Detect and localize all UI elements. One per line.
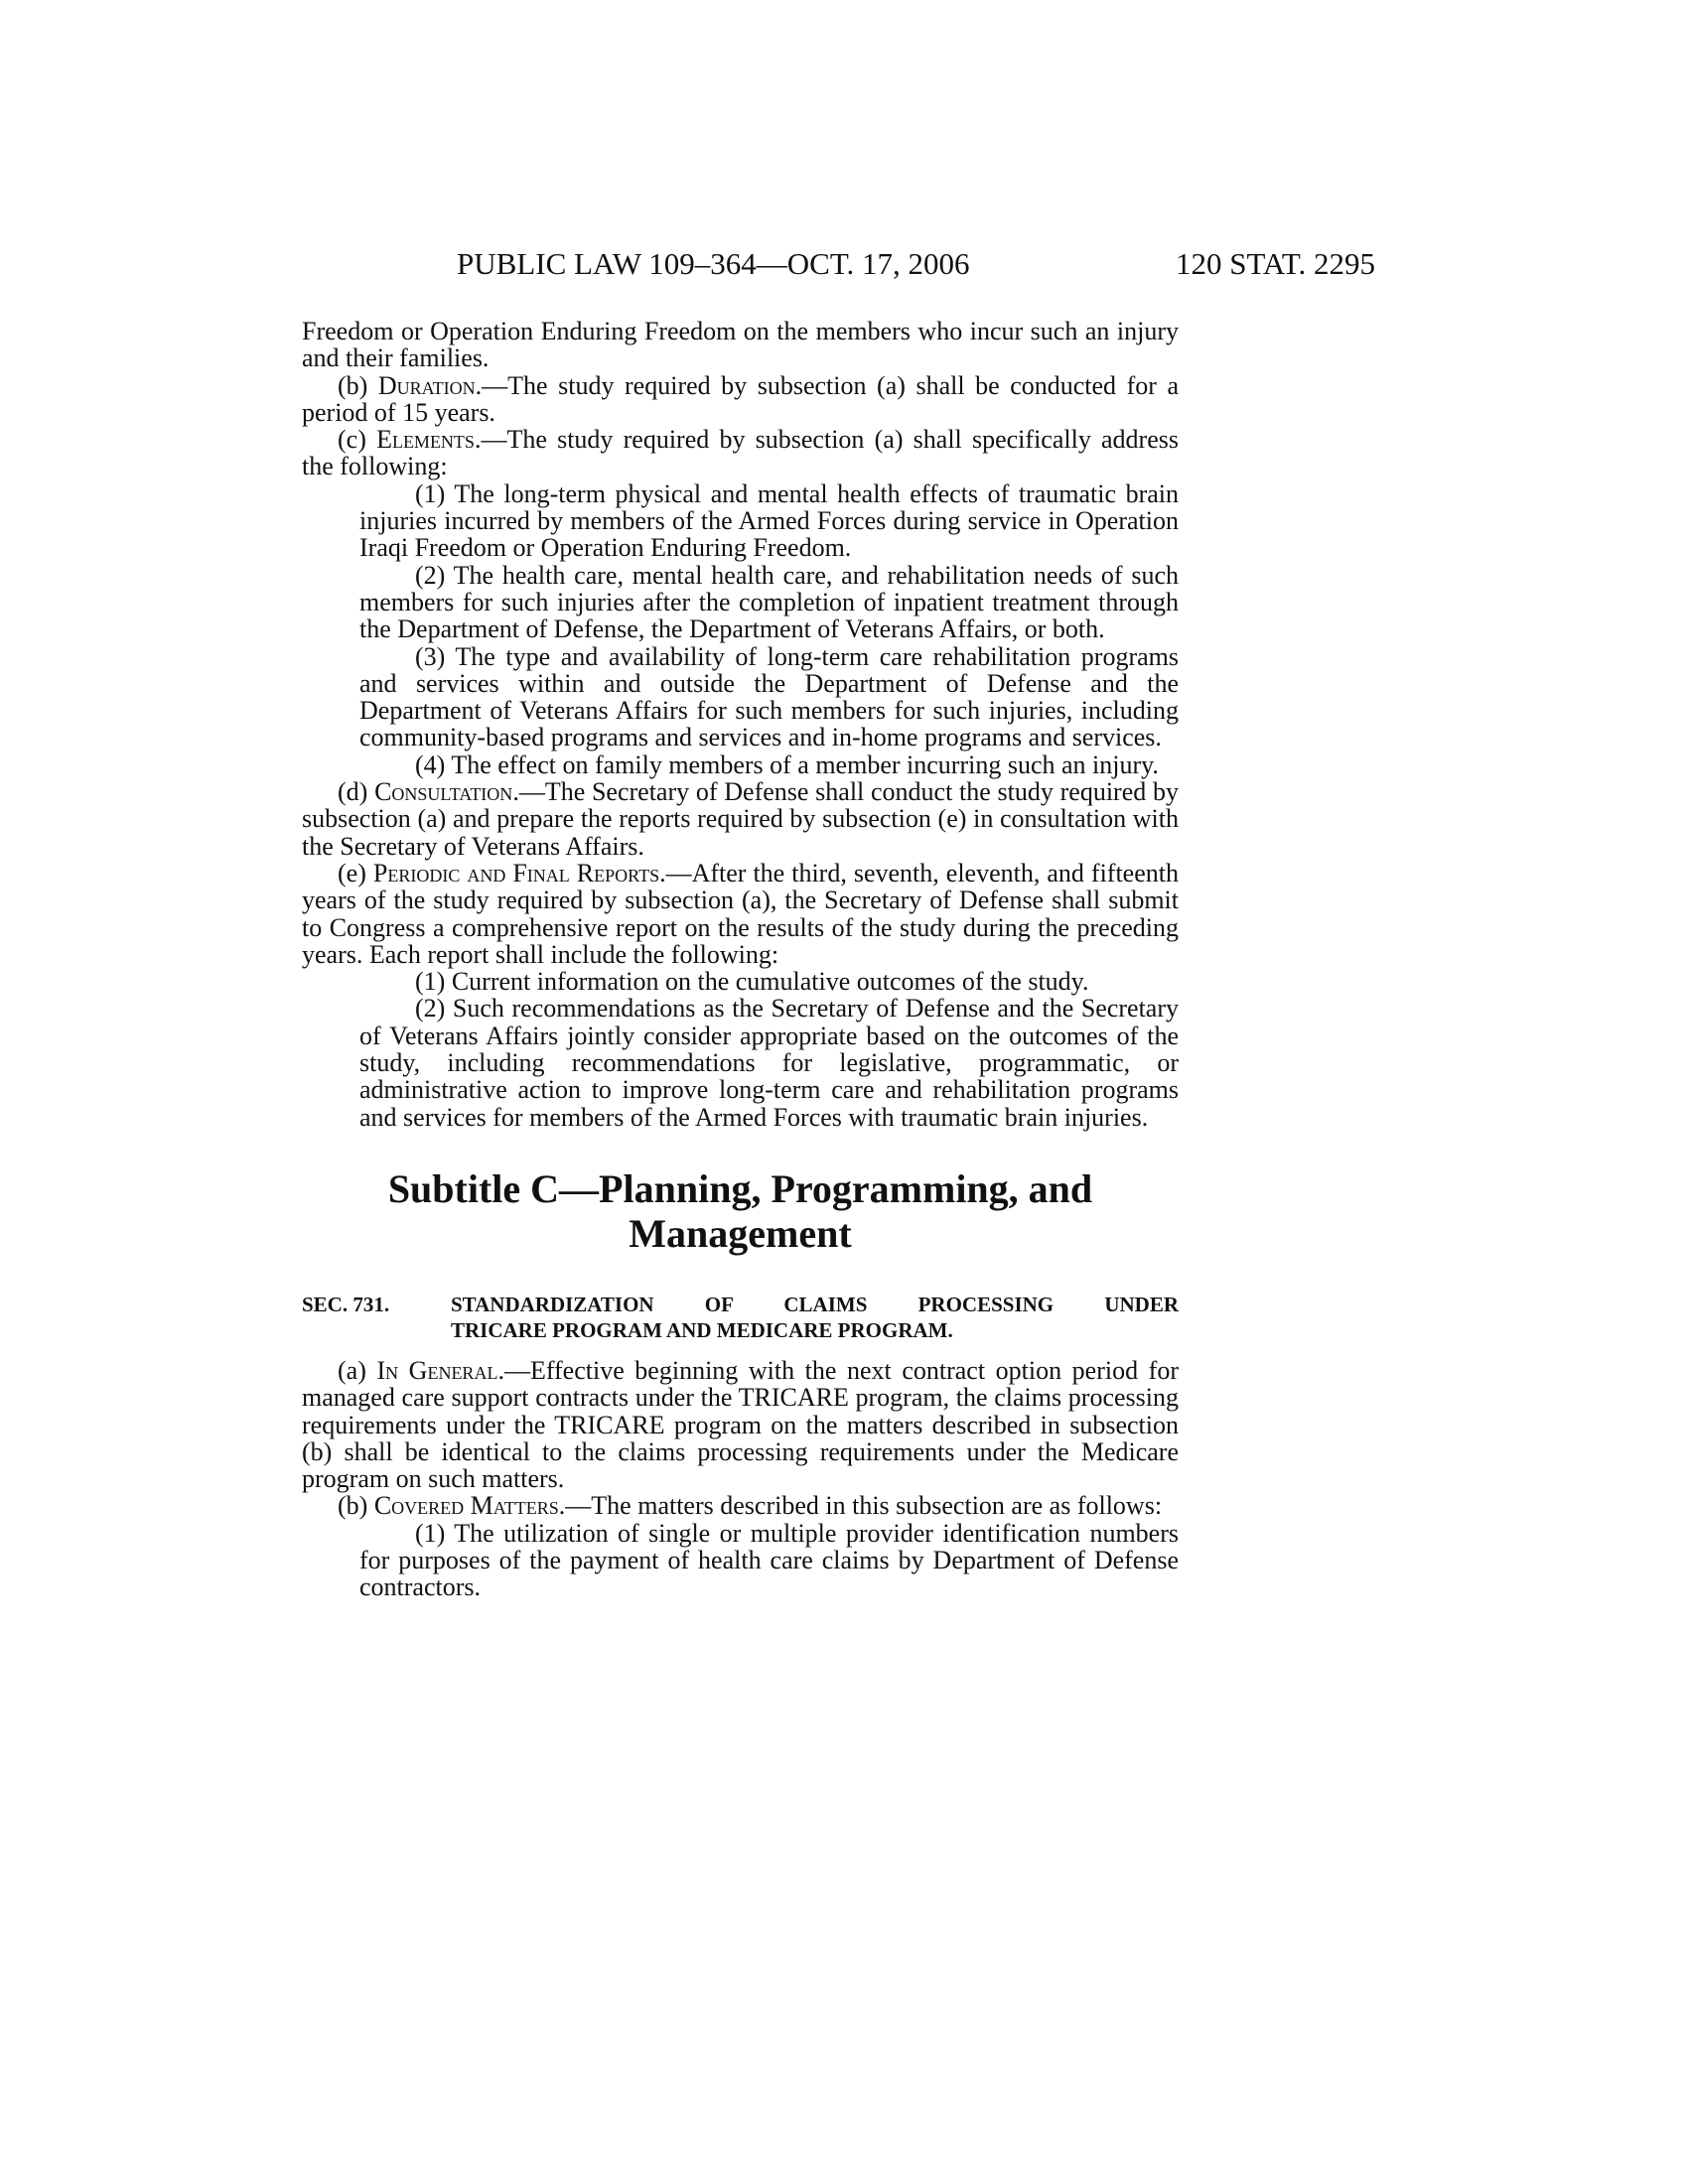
heading: In General xyxy=(376,1355,498,1385)
label: (b) xyxy=(338,1491,374,1521)
heading: Elements xyxy=(376,425,475,455)
list-item-e2: (2) Such recommendations as the Secretary of Defense and the Secretary of Veterans Affairs jointly consider appropriate based on the outcomes of the study, including recommendations for legislative, programmatic, or administrative action to improve long-term care and rehabilitation programs and services for members of the Armed Forces with traumatic brain injuries. xyxy=(359,994,1179,1132)
subtitle-heading xyxy=(302,1166,1179,1256)
heading: Covered Matters xyxy=(373,1491,559,1521)
section-title xyxy=(451,1292,1179,1343)
text: .—The matters described in this subsection are as follows: xyxy=(558,1491,1163,1521)
list-item-c4: (4) The effect on family members of a member incurring such an injury. xyxy=(415,750,1159,779)
list-item-c3: (3) The type and availability of long-term care rehabilitation programs and services within and outside the Department of Defense and the Department of Veterans Affairs for such members for such injuries, including community-based programs and services and in-home programs and services. xyxy=(359,641,1179,752)
paragraph-d-consultation xyxy=(302,778,1179,860)
text: .—The study required by subsection (a) shall specifically address the following: xyxy=(302,425,1179,481)
label: (c) xyxy=(338,425,377,455)
paragraph-e-reports xyxy=(302,860,1179,968)
section-title-line-2: TRICARE PROGRAM AND MEDICARE PROGRAM. xyxy=(451,1317,953,1342)
header-citation: PUBLIC LAW 109–364—OCT. 17, 2006 xyxy=(457,246,970,281)
subtitle-line-2: Management xyxy=(629,1210,852,1256)
list-item-sec-b1: (1) The utilization of single or multiple provider identification numbers for purposes of the payment of health care claims by Department of Defense contractors. xyxy=(359,1518,1179,1602)
text: .—The study required by subsection (a) shall be conducted for a period of 15 years. xyxy=(302,370,1179,427)
label: (b) xyxy=(338,370,378,400)
paragraph-sec-b-covered xyxy=(302,1492,1179,1519)
list-item-c1: (1) The long-term physical and mental health effects of traumatic brain injuries incurred by members of the Armed Forces during service in Operation Iraqi Freedom or Operation Enduring Freedom. xyxy=(359,478,1179,563)
list-item-c2: (2) The health care, mental health care, and rehabilitation needs of such members for such injuries after the completion of inpatient treatment through the Department of Defense, the Department of Veterans Affairs, or both. xyxy=(359,560,1179,644)
page-header xyxy=(298,244,1375,284)
label: (d) xyxy=(338,777,375,807)
paragraph-sec-a-general xyxy=(302,1357,1179,1492)
heading: Consultation xyxy=(374,777,513,807)
section-number: SEC. 731. xyxy=(302,1292,390,1316)
label: (a) xyxy=(338,1355,377,1385)
subtitle-line-1: Subtitle C—Planning, Programming, and xyxy=(387,1165,1093,1211)
section-heading xyxy=(302,1292,1179,1343)
paragraph-continuation: Freedom or Operation Enduring Freedom on the members who incur such an injury and their families. xyxy=(302,317,1179,373)
label: (e) xyxy=(338,858,373,887)
paragraph-b-duration xyxy=(302,372,1179,427)
text: .—After the third, seventh, eleventh, and fifteenth years of the study required by subsection (a), the Secretary of Defense shall submit to Congress a comprehensive report on the results of the study during the preceding years. Each report shall include the following: xyxy=(302,858,1179,969)
heading: Periodic and Final Reports xyxy=(372,858,660,887)
header-page-number: 120 STAT. 2295 xyxy=(1175,246,1375,281)
text: .—Effective beginning with the next contract option period for managed care support contracts under the TRICARE program, the claims processing requirements under the TRICARE program on the matters described in subsection (b) shall be identical to the claims processing requirements under the Medicare program on such matters. xyxy=(302,1355,1179,1494)
heading: Duration xyxy=(377,370,476,400)
document-body xyxy=(302,318,1179,1601)
list-item-e1: (1) Current information on the cumulative outcomes of the study. xyxy=(415,967,1089,997)
section-title-line-1: STANDARDIZATION OF CLAIMS PROCESSING UNDER xyxy=(451,1292,1179,1316)
text: .—The Secretary of Defense shall conduct the study required by subsection (a) and prepare the reports required by subsection (e) in consultation with the Secretary of Veterans Affairs. xyxy=(302,777,1179,861)
paragraph-c-elements xyxy=(302,426,1179,480)
